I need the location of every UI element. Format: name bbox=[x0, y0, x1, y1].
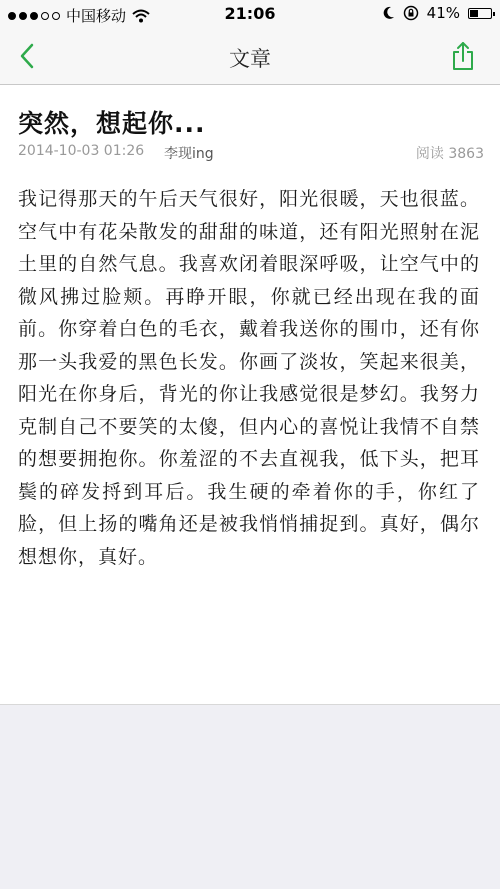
battery-fill bbox=[470, 10, 478, 17]
article-body: 我记得那天的午后天气很好，阳光很暖，天也很蓝。空气中有花朵散发的甜甜的味道，还有阳光照射在泥土里的自然气息。我喜欢闭着眼深呼吸，让空气中的微风拂过脸颊。再睁开眼，你就已经出现在我的面前。你穿着白色的毛衣，戴着我送你的围巾，还有你那一头我爱的黑色长发。你画了淡妆，笑起来很美，阳光在你身后，背光的你让我感觉很是梦幻。我努力克制自己不要笑的太傻，但内心的喜悦让我情不自禁的想要拥抱你。你羞涩的不去直视我，低下头，把耳鬓的碎发捋到耳后。我生硬的牵着你的手，你红了脸，但上扬的嘴角还是被我悄悄捕捉到。真好，偶尔想想你，真好。 bbox=[18, 188, 480, 568]
moon-icon bbox=[383, 6, 395, 20]
article-author[interactable]: 李现ing bbox=[164, 146, 214, 162]
read-count: 阅读 3863 bbox=[415, 146, 484, 162]
battery-percent: 41% bbox=[426, 4, 460, 22]
rotation-lock-icon bbox=[403, 5, 419, 21]
status-time: 21:06 bbox=[224, 4, 276, 23]
share-icon bbox=[451, 41, 475, 71]
status-right bbox=[383, 4, 492, 22]
status-bar bbox=[0, 0, 500, 28]
battery-icon bbox=[468, 8, 492, 19]
article-title: 突然，想起你... bbox=[18, 109, 206, 138]
article-card bbox=[0, 85, 500, 705]
page-title: 文章 bbox=[229, 47, 271, 71]
share-button[interactable] bbox=[448, 40, 478, 72]
carrier-label: 中国移动 bbox=[66, 7, 127, 25]
navigation-bar bbox=[0, 28, 500, 85]
article-date: 2014-10-03 01:26 bbox=[18, 143, 145, 159]
